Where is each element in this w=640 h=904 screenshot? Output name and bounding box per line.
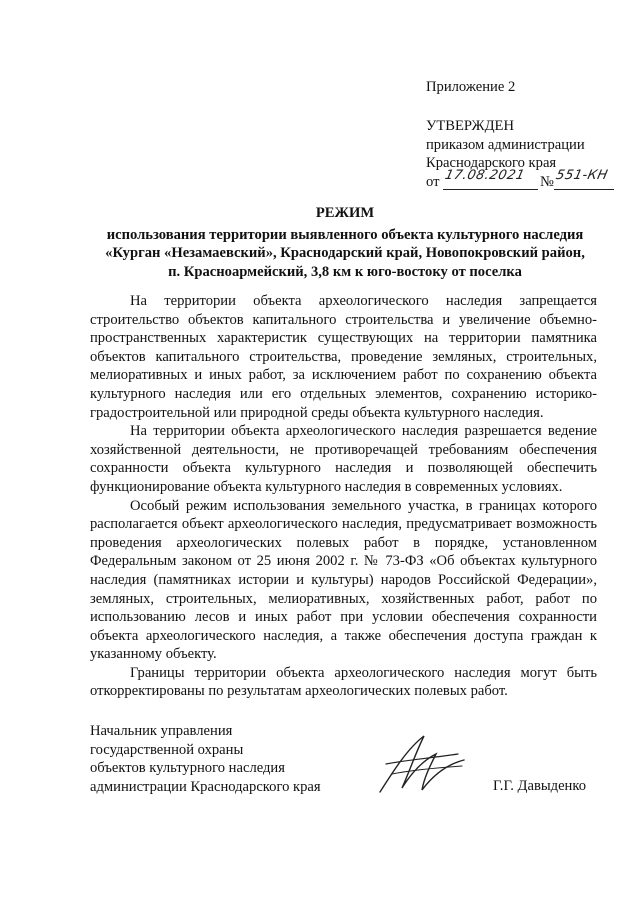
title-main: РЕЖИМ (315, 205, 375, 221)
title-line-2: «Курган «Незамаевский», Краснодарский край, Новопокровский район, (105, 245, 585, 262)
paragraph-4: Границы территории объекта археологического наследия могут быть откорректированы по результатам археологических полевых работ. (90, 664, 597, 700)
handwritten-signature (372, 730, 472, 800)
approval-line-2: Краснодарского края (426, 155, 557, 172)
position-line-1: Начальник управления (90, 723, 233, 739)
date-prefix: от (426, 173, 440, 190)
paragraph-2: На территории объекта археологического наследия разрешается ведение хозяйственной деятельности, не противоречащей требованиям обеспечения сохранности объекта культурного наследия и позволяющей обеспечить функционирование объекта культурного наследия в современных условиях. (90, 423, 597, 495)
handwritten-number: 551-КН (554, 167, 610, 183)
appendix-label: Приложение 2 (426, 79, 516, 95)
number-underline (554, 189, 614, 190)
approval-line-1: приказом администрации (426, 136, 585, 153)
approval-date-line (426, 167, 610, 192)
approval-heading: УТВЕРЖДЕН (426, 118, 514, 134)
document-body (90, 292, 597, 701)
approval-block (426, 117, 610, 192)
title-line-1: использования территории выявленного объекта культурного наследия (106, 226, 584, 243)
number-prefix: № (540, 173, 554, 190)
position-line-4: администрации Краснодарского края (90, 778, 321, 795)
paragraph-3: Особый режим использования земельного участка, в границах которого располагается объект археологического наследия, предусматривает возможность проведения археологических полевых работ в порядке, установленном Федеральным законом от 25 июня 2002 г. № 73-ФЗ «Об объектах культурного наследия (памятниках истории и культуры) народов Российской Федерации», земляных, строительных, мелиоративных, хозяйственных работ, работ по использованию лесов и иных работ при условии обеспечения сохранности объекта археологического наследия, а также обеспечения доступа граждан к указанному объекту. (90, 497, 597, 663)
document-title (90, 204, 600, 281)
position-line-3: объектов культурного наследия (90, 760, 285, 777)
signatory-name: Г.Г. Давыденко (493, 778, 587, 794)
handwritten-date: 17.08.2021 (443, 167, 527, 183)
date-underline (443, 189, 538, 190)
paragraph-1: На территории объекта археологического наследия запрещается строительство объектов капитального строительства и увеличение объемно-пространственных характеристик существующих на территории памятника объектов капитального строительства, проведение земляных, строительных, мелиоративных и иных работ, за исключением работ по сохранению объекта культурного наследия или его отдельных элементов, сохранению историко-градостроительной или природной среды объекта культурного наследия. (90, 293, 597, 421)
title-line-3: п. Красноармейский, 3,8 км к юго-востоку от поселка (168, 263, 522, 280)
signatory-position (90, 722, 321, 796)
position-line-2: государственной охраны (90, 741, 244, 758)
